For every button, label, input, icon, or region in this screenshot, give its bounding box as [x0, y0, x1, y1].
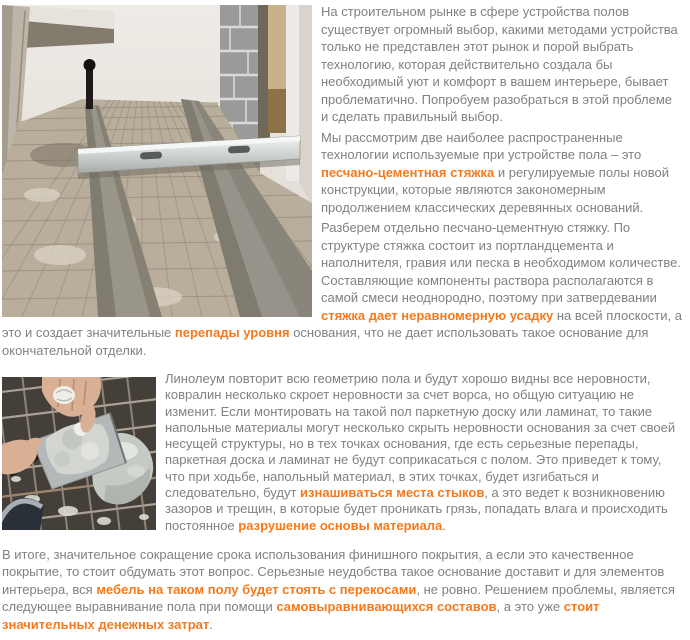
body-text: Мы рассмотрим две наиболее распространенные технологии используемые при устройстве пола – это [321, 129, 642, 162]
paragraph-conclusion [2, 546, 682, 634]
body-text: и регулируемые полы новой конструкции, которые являются закономерным продолжением классических деревянных оснований. [321, 164, 669, 215]
trowel-mortar-photo [2, 377, 156, 530]
emphasis-text: самовыравнивающихся составов [276, 599, 497, 615]
emphasis-text: стяжка дает неравномерную усадку [321, 307, 554, 323]
body-text: на всей плоскости, а это и создает значительные [2, 307, 682, 340]
emphasis-text: изнашиваться места стыков [300, 485, 485, 501]
body-text: , а это уже [496, 599, 564, 615]
body-text: , не ровно. Решением проблемы, является следующее выравнивание пола при помощи [2, 581, 675, 615]
body-text: Разберем отдельно песчано-цементную стяжку. По структуре стяжка состоит из портландцемента и наполнителя, гравия или песка в необходимом количестве. Составляющие компоненты раствора располагаются в самой смеси неоднородно, поэтому при затвердевании [321, 220, 681, 305]
body-text: , а это ведет к возникновению зазоров и трещин, в которые будет проникать грязь, попадать влага и происходить постоянное [165, 485, 668, 533]
body-text: основания, что не дает использовать такое основание для окончательной отделки. [2, 325, 649, 358]
screed-room-illustration [2, 5, 312, 317]
emphasis-text: мебель на таком полу будет стоять с перекосами [96, 581, 417, 597]
body-text: В итоге, значительное сокращение срока использования финишного покрытия, а если это качественное покрытие, то стоит обдумать этот вопрос. Серьезные неудобства такое основание доставит и для элементов интерьера, вся [2, 546, 665, 597]
emphasis-text: песчано-цементная стяжка [321, 164, 495, 180]
right-wall-edge [299, 5, 312, 205]
section-screed-intro [2, 3, 682, 359]
body-text: Линолеум повторит всю геометрию пола и будут хорошо видны все неровности, ковралин несколько скроет неровности за счет ворса, но общую ситуацию не изменит. Если монтировать на такой пол паркетную доску или ламинат, то такие напольные материалы могут несколько скрыть неровности основания за счет своей несущей структуры, но в тех точках основания, где есть серьезные перепады, паркетная доска и ламинат не будут соприкасаться с полом. Это приведет к тому, что при ходьбе, напольный материал, в этих точках, будет изгибаться и следовательно, будут [165, 371, 676, 501]
body-text: На строительном рынке в сфере устройства полов существует огромный выбор, какими методами устройства только не представлен этот рынок и порой выбрать технологию, которая действительно создала бы необходимый уют и комфорт в вашем интерьере, бывает проблематично. Попробуем разобраться в этой проблеме и сделать правильный выбор. [321, 4, 678, 124]
emphasis-text: перепады уровня [174, 325, 290, 340]
trowel-mortar-illustration [2, 377, 156, 530]
emphasis-text: разрушение основы материала [238, 517, 443, 533]
section-floor-covering [2, 371, 682, 534]
screed-room-photo [2, 5, 312, 317]
emphasis-text: стоит значительных денежных затрат [2, 599, 600, 632]
body-text: . [209, 616, 213, 632]
body-text: . [442, 517, 446, 533]
